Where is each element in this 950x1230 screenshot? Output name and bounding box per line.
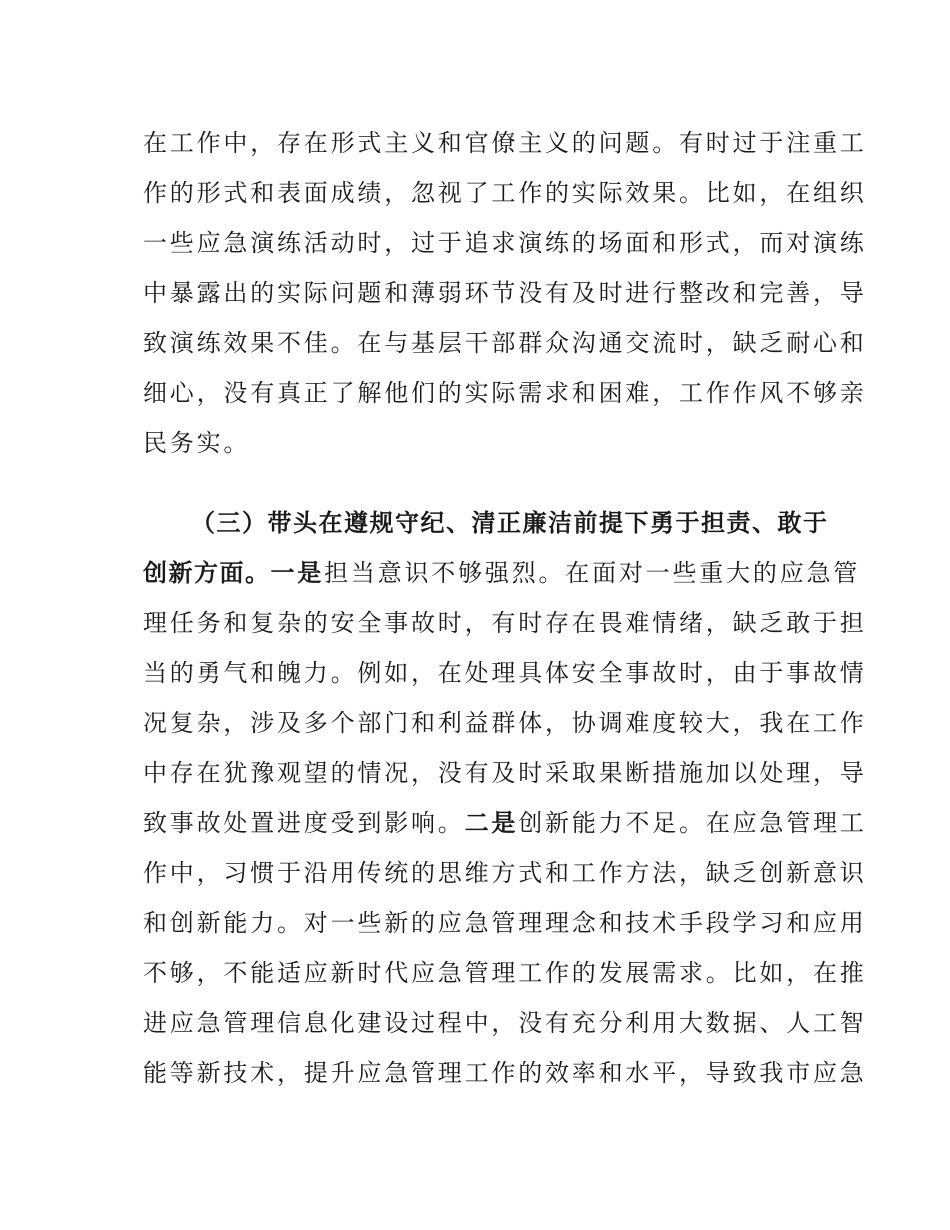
point-one-text: 担当意识不够强烈。在面对一些重大的应急管 <box>324 559 861 587</box>
text-line: 作的形式和表面成绩，忽视了工作的实际效果。比如，在组织 <box>143 179 867 207</box>
text-line: 能等新技术，提升应急管理工作的效率和水平，导致我市应急 <box>143 1059 867 1087</box>
text-line: 中存在犹豫观望的情况，没有及时采取果断措施加以处理，导 <box>143 759 867 787</box>
text-line: 进应急管理信息化建设过程中，没有充分利用大数据、人工智 <box>143 1009 867 1037</box>
text-line: 民务实。 <box>143 429 251 457</box>
text-line <box>143 798 867 848</box>
text-line: 当的勇气和魄力。例如，在处理具体安全事故时，由于事故情 <box>143 659 867 687</box>
text-line: 在工作中，存在形式主义和官僚主义的问题。有时过于注重工 <box>143 129 867 157</box>
text-line: 细心，没有真正了解他们的实际需求和困难，工作作风不够亲 <box>143 379 867 407</box>
text-line: 和创新能力。对一些新的应急管理理念和技术手段学习和应用 <box>143 909 867 937</box>
point-one-end-text: 致事故处置进度受到影响。 <box>143 809 465 837</box>
text-line: 作中，习惯于沿用传统的思维方式和工作方法，缺乏创新意识 <box>143 859 867 887</box>
text-line: 一些应急演练活动时，过于追求演练的场面和形式，而对演练 <box>143 229 867 257</box>
section-heading: （三）带头在遵规守纪、清正廉洁前提下勇于担责、敢于 <box>191 509 829 537</box>
document-page <box>143 118 867 1098</box>
point-marker-two: 二是 <box>464 809 519 837</box>
text-line <box>143 548 861 598</box>
paragraph-section-three <box>143 498 867 1098</box>
text-line: 不够，不能适应新时代应急管理工作的发展需求。比如，在推 <box>143 959 867 987</box>
point-marker-one: 一是 <box>270 559 325 587</box>
text-line: 理任务和复杂的安全事故时，有时存在畏难情绪，缺乏敢于担 <box>143 609 867 637</box>
text-line: 中暴露出的实际问题和薄弱环节没有及时进行整改和完善，导 <box>143 279 867 307</box>
paragraph-work-style <box>143 118 867 468</box>
text-line: 致演练效果不佳。在与基层干部群众沟通交流时，缺乏耐心和 <box>143 329 867 357</box>
text-line: 况复杂，涉及多个部门和利益群体，协调难度较大，我在工作 <box>143 709 867 737</box>
point-two-text: 创新能力不足。在应急管理工 <box>518 809 867 837</box>
section-heading-end: 创新方面。 <box>143 559 271 587</box>
